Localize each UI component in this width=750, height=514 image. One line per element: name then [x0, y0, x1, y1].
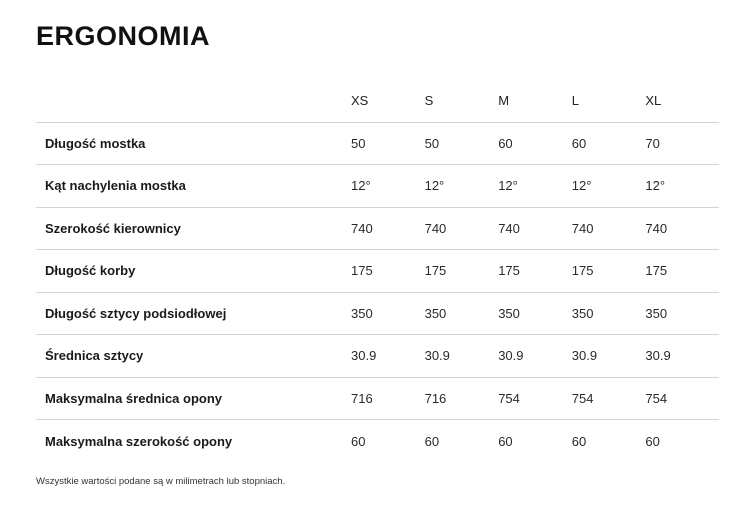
footnote: Wszystkie wartości podane są w milimetrach lub stopniach. [36, 476, 286, 487]
row-label: Średnica sztycy [36, 335, 351, 378]
table-cell: 50 [351, 122, 425, 165]
table-cell: 754 [645, 377, 719, 420]
header-size-m: M [498, 79, 572, 122]
table-row [36, 292, 719, 335]
row-label: Kąt nachylenia mostka [36, 165, 351, 208]
table-cell: 30.9 [572, 335, 646, 378]
table-row [36, 377, 719, 420]
table-cell: 30.9 [425, 335, 499, 378]
table-cell: 12° [645, 165, 719, 208]
row-label: Maksymalna średnica opony [36, 377, 351, 420]
table-cell: 740 [425, 207, 499, 250]
table-cell: 60 [571, 433, 587, 449]
table-cell: 60 [424, 433, 440, 449]
header-size-s: S [425, 79, 499, 122]
table-cell: 60 [572, 122, 646, 165]
table-cell: 30.9 [645, 335, 719, 378]
table-cell: 12° [572, 165, 646, 208]
table-cell: 175 [351, 250, 425, 293]
table-cell: 740 [645, 207, 719, 250]
table-cell: 350 [498, 292, 572, 335]
table-cell: 754 [572, 377, 646, 420]
table-cell: 12° [351, 165, 425, 208]
table-cell: 175 [645, 250, 719, 293]
table-row [36, 207, 719, 250]
table-cell: 175 [572, 250, 646, 293]
table-cell: 60 [498, 122, 572, 165]
table-cell: 60 [645, 433, 660, 449]
header-size-xs: XS [351, 79, 425, 122]
header-size-xl: XL [645, 79, 719, 122]
table-cell: 30.9 [351, 335, 425, 378]
table-cell: 30.9 [498, 335, 572, 378]
row-label: Długość mostka [36, 122, 351, 165]
table-cell: 740 [572, 207, 646, 250]
header-size-l: L [572, 79, 646, 122]
table-cell: 60 [498, 433, 513, 449]
table-cell: 175 [498, 250, 572, 293]
ergonomics-table [36, 79, 719, 462]
table-cell: 716 [351, 377, 425, 420]
table-row [36, 420, 719, 463]
table-row [36, 335, 719, 378]
table-cell: 754 [498, 377, 572, 420]
row-label: Długość sztycy podsiodłowej [36, 292, 351, 335]
table-header-row [36, 79, 719, 122]
table-cell: 350 [351, 292, 425, 335]
table-cell: 350 [425, 292, 499, 335]
row-label: Długość korby [36, 250, 351, 293]
table-cell: 175 [425, 250, 499, 293]
table-cell: 70 [645, 122, 719, 165]
row-label: Szerokość kierownicy [36, 207, 351, 250]
table-row [36, 250, 719, 293]
table-cell: 350 [645, 292, 719, 335]
header-label-empty [36, 79, 351, 122]
table-row [36, 122, 719, 165]
table-cell: 740 [351, 207, 425, 250]
table-cell: 350 [572, 292, 646, 335]
table-cell: 12° [498, 165, 572, 208]
table-row [36, 165, 719, 208]
table-cell: 716 [425, 377, 499, 420]
row-label: Maksymalna szerokość opony [45, 433, 233, 449]
table-cell: 60 [351, 433, 366, 449]
table-cell: 50 [425, 122, 499, 165]
table-cell: 12° [425, 165, 499, 208]
section-title: ERGONOMIA [36, 21, 211, 51]
table-cell: 740 [498, 207, 572, 250]
